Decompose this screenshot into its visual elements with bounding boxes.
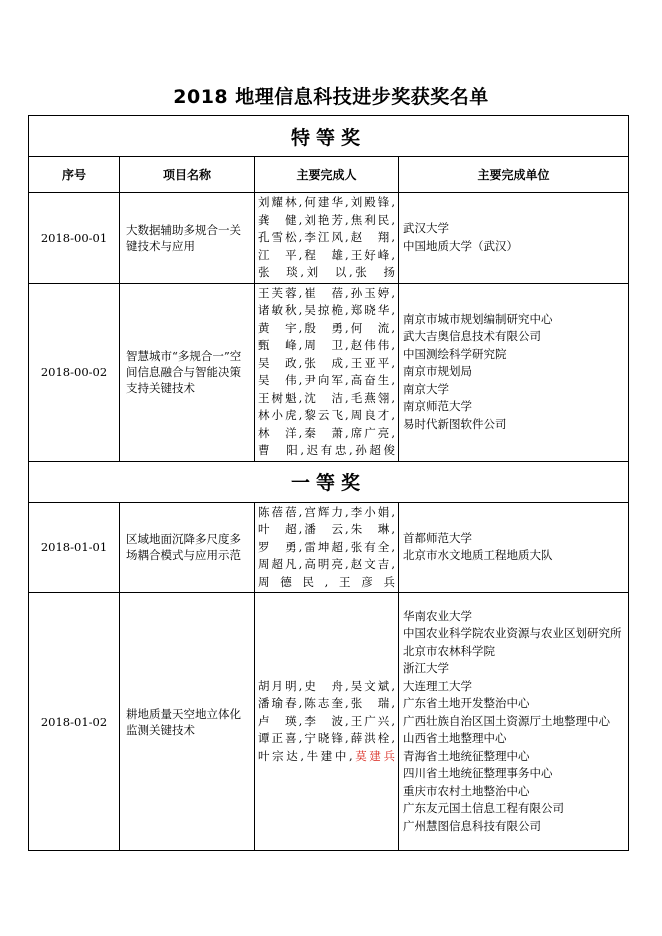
contributors-line: 张 琰,刘 以,张 扬 [258, 265, 395, 279]
contributors-line: 林小虎,黎云飞,周良才, [258, 408, 395, 422]
header-project-name: 项目名称 [120, 157, 255, 193]
units-cell [399, 193, 629, 284]
unit-line: 武大吉奥信息技术有限公司 [403, 329, 541, 344]
contributors-line: 罗 勇,雷坤超,张有全, [258, 539, 395, 554]
contributors-line: 江 平,程 雄,王好峰, [258, 247, 395, 262]
contributors-line: 甄 峰,周 卫,赵伟伟, [258, 338, 395, 352]
serial-cell: 2018-00-02 [29, 283, 120, 461]
unit-line: 南京师范大学 [403, 399, 472, 414]
contributors-cell [255, 283, 399, 461]
unit-line: 武汉大学 [403, 221, 449, 236]
header-serial: 序号 [29, 157, 120, 193]
contributors-line: 胡月明,史 舟,吴文斌, [258, 678, 395, 693]
contributors-line: 谭正喜,宁晓锋,薛洪栓, [258, 731, 395, 746]
contributors-line: 陈蓓蓓,宫辉力,李小娟, [258, 504, 395, 519]
unit-line: 易时代新图软件公司 [403, 416, 507, 431]
contributors-line: 吴 政,张 成,王亚平, [258, 355, 395, 370]
unit-line: 首都师范大学 [403, 530, 472, 545]
contributors-line: 王树魁,沈 洁,毛燕翎, [258, 390, 395, 405]
highlighted-contributor: 莫建兵 [352, 748, 396, 763]
serial-cell: 2018-00-01 [29, 193, 120, 284]
unit-line: 山西省土地整理中心 [403, 731, 507, 746]
unit-line: 北京市农林科学院 [403, 643, 495, 658]
page-title: 2018 地理信息科技进步奖获奖名单 [173, 86, 489, 108]
units-cell [399, 593, 629, 851]
serial-cell: 2018-01-01 [29, 502, 120, 593]
table-row [29, 193, 629, 284]
table-row [29, 283, 629, 461]
contributors-line: 周超凡,高明亮,赵文吉, [258, 557, 395, 571]
header-main-units: 主要完成单位 [399, 157, 629, 193]
contributors-line: 曹 阳,迟有忠,孙超俊 [258, 443, 395, 457]
contributors-cell [255, 193, 399, 284]
unit-line: 重庆市农村土地整治中心 [403, 783, 530, 798]
contributors-line-last [258, 748, 395, 766]
unit-line: 四川省土地统征整理事务中心 [403, 766, 553, 781]
unit-line: 广州慧图信息科技有限公司 [403, 818, 541, 833]
contributors-cell [255, 502, 399, 593]
contributors-line: 潘瑜春,陈志奎,张 瑞, [258, 696, 395, 711]
contributors-line: 黄 宇,殷 勇,何 流, [258, 320, 395, 335]
project-name-cell: 耕地质量天空地立体化监测关键技术 [120, 593, 255, 851]
units-cell [399, 283, 629, 461]
units-cell [399, 502, 629, 593]
contributors-text: 叶宗达,牛建中, [258, 748, 353, 763]
contributors-line: 龚 健,刘艳芳,焦利民, [258, 212, 395, 227]
contributors-line: 诸敏秋,吴掠桅,郑晓华, [258, 303, 395, 317]
unit-line: 浙江大学 [403, 661, 449, 676]
contributors-line: 王芙蓉,崔 蓓,孙玉婷, [258, 285, 395, 300]
contributors-line: 林 洋,秦 萧,席广亮, [258, 425, 395, 440]
unit-line: 北京市水文地质工程地质大队 [403, 548, 553, 563]
unit-line: 南京市城市规划编制研究中心 [403, 311, 553, 326]
table-header-row [29, 157, 629, 193]
unit-line: 南京市规划局 [403, 364, 472, 379]
unit-line: 广东友元国土信息工程有限公司 [403, 801, 564, 816]
unit-line: 青海省土地统征整理中心 [403, 748, 530, 763]
contributors-line: 吴 伟,尹向军,高奋生, [258, 373, 395, 387]
contributors-cell [255, 593, 399, 851]
unit-line: 广西壮族自治区国土资源厅土地整理中心 [403, 713, 610, 728]
table-row [29, 502, 629, 593]
unit-line: 华南农业大学 [403, 608, 472, 623]
contributors-line: 卢 瑛,李 波,王广兴, [258, 713, 395, 728]
serial-cell: 2018-01-02 [29, 593, 120, 851]
table-row [29, 593, 629, 851]
section-title: 一等奖 [291, 472, 367, 494]
awards-table [28, 115, 629, 851]
contributors-line: 孔雪松,李江风,赵 翔, [258, 230, 395, 244]
unit-line: 广东省土地开发整治中心 [403, 696, 530, 711]
contributors-line: 叶 超,潘 云,朱 琳, [258, 522, 395, 536]
project-name-cell: 大数据辅助多规合一关键技术与应用 [120, 193, 255, 284]
section-row [29, 116, 629, 157]
contributors-line: 刘耀林,何建华,刘殿锋, [258, 195, 395, 209]
section-row [29, 461, 629, 502]
project-name-cell: 区域地面沉降多尺度多场耦合模式与应用示范 [120, 502, 255, 593]
unit-line: 大连理工大学 [403, 678, 472, 693]
unit-line: 中国地质大学（武汉） [403, 238, 518, 253]
unit-line: 南京大学 [403, 381, 449, 396]
project-name-cell: 智慧城市“多规合一”空间信息融合与智能决策支持关键技术 [120, 283, 255, 461]
unit-line: 中国测绘科学研究院 [403, 346, 507, 361]
contributors-line: 周德民,王彦兵 [258, 574, 395, 589]
unit-line: 中国农业科学院农业资源与农业区划研究所 [403, 626, 622, 641]
header-main-contributors: 主要完成人 [255, 157, 399, 193]
section-title: 特等奖 [291, 126, 367, 149]
